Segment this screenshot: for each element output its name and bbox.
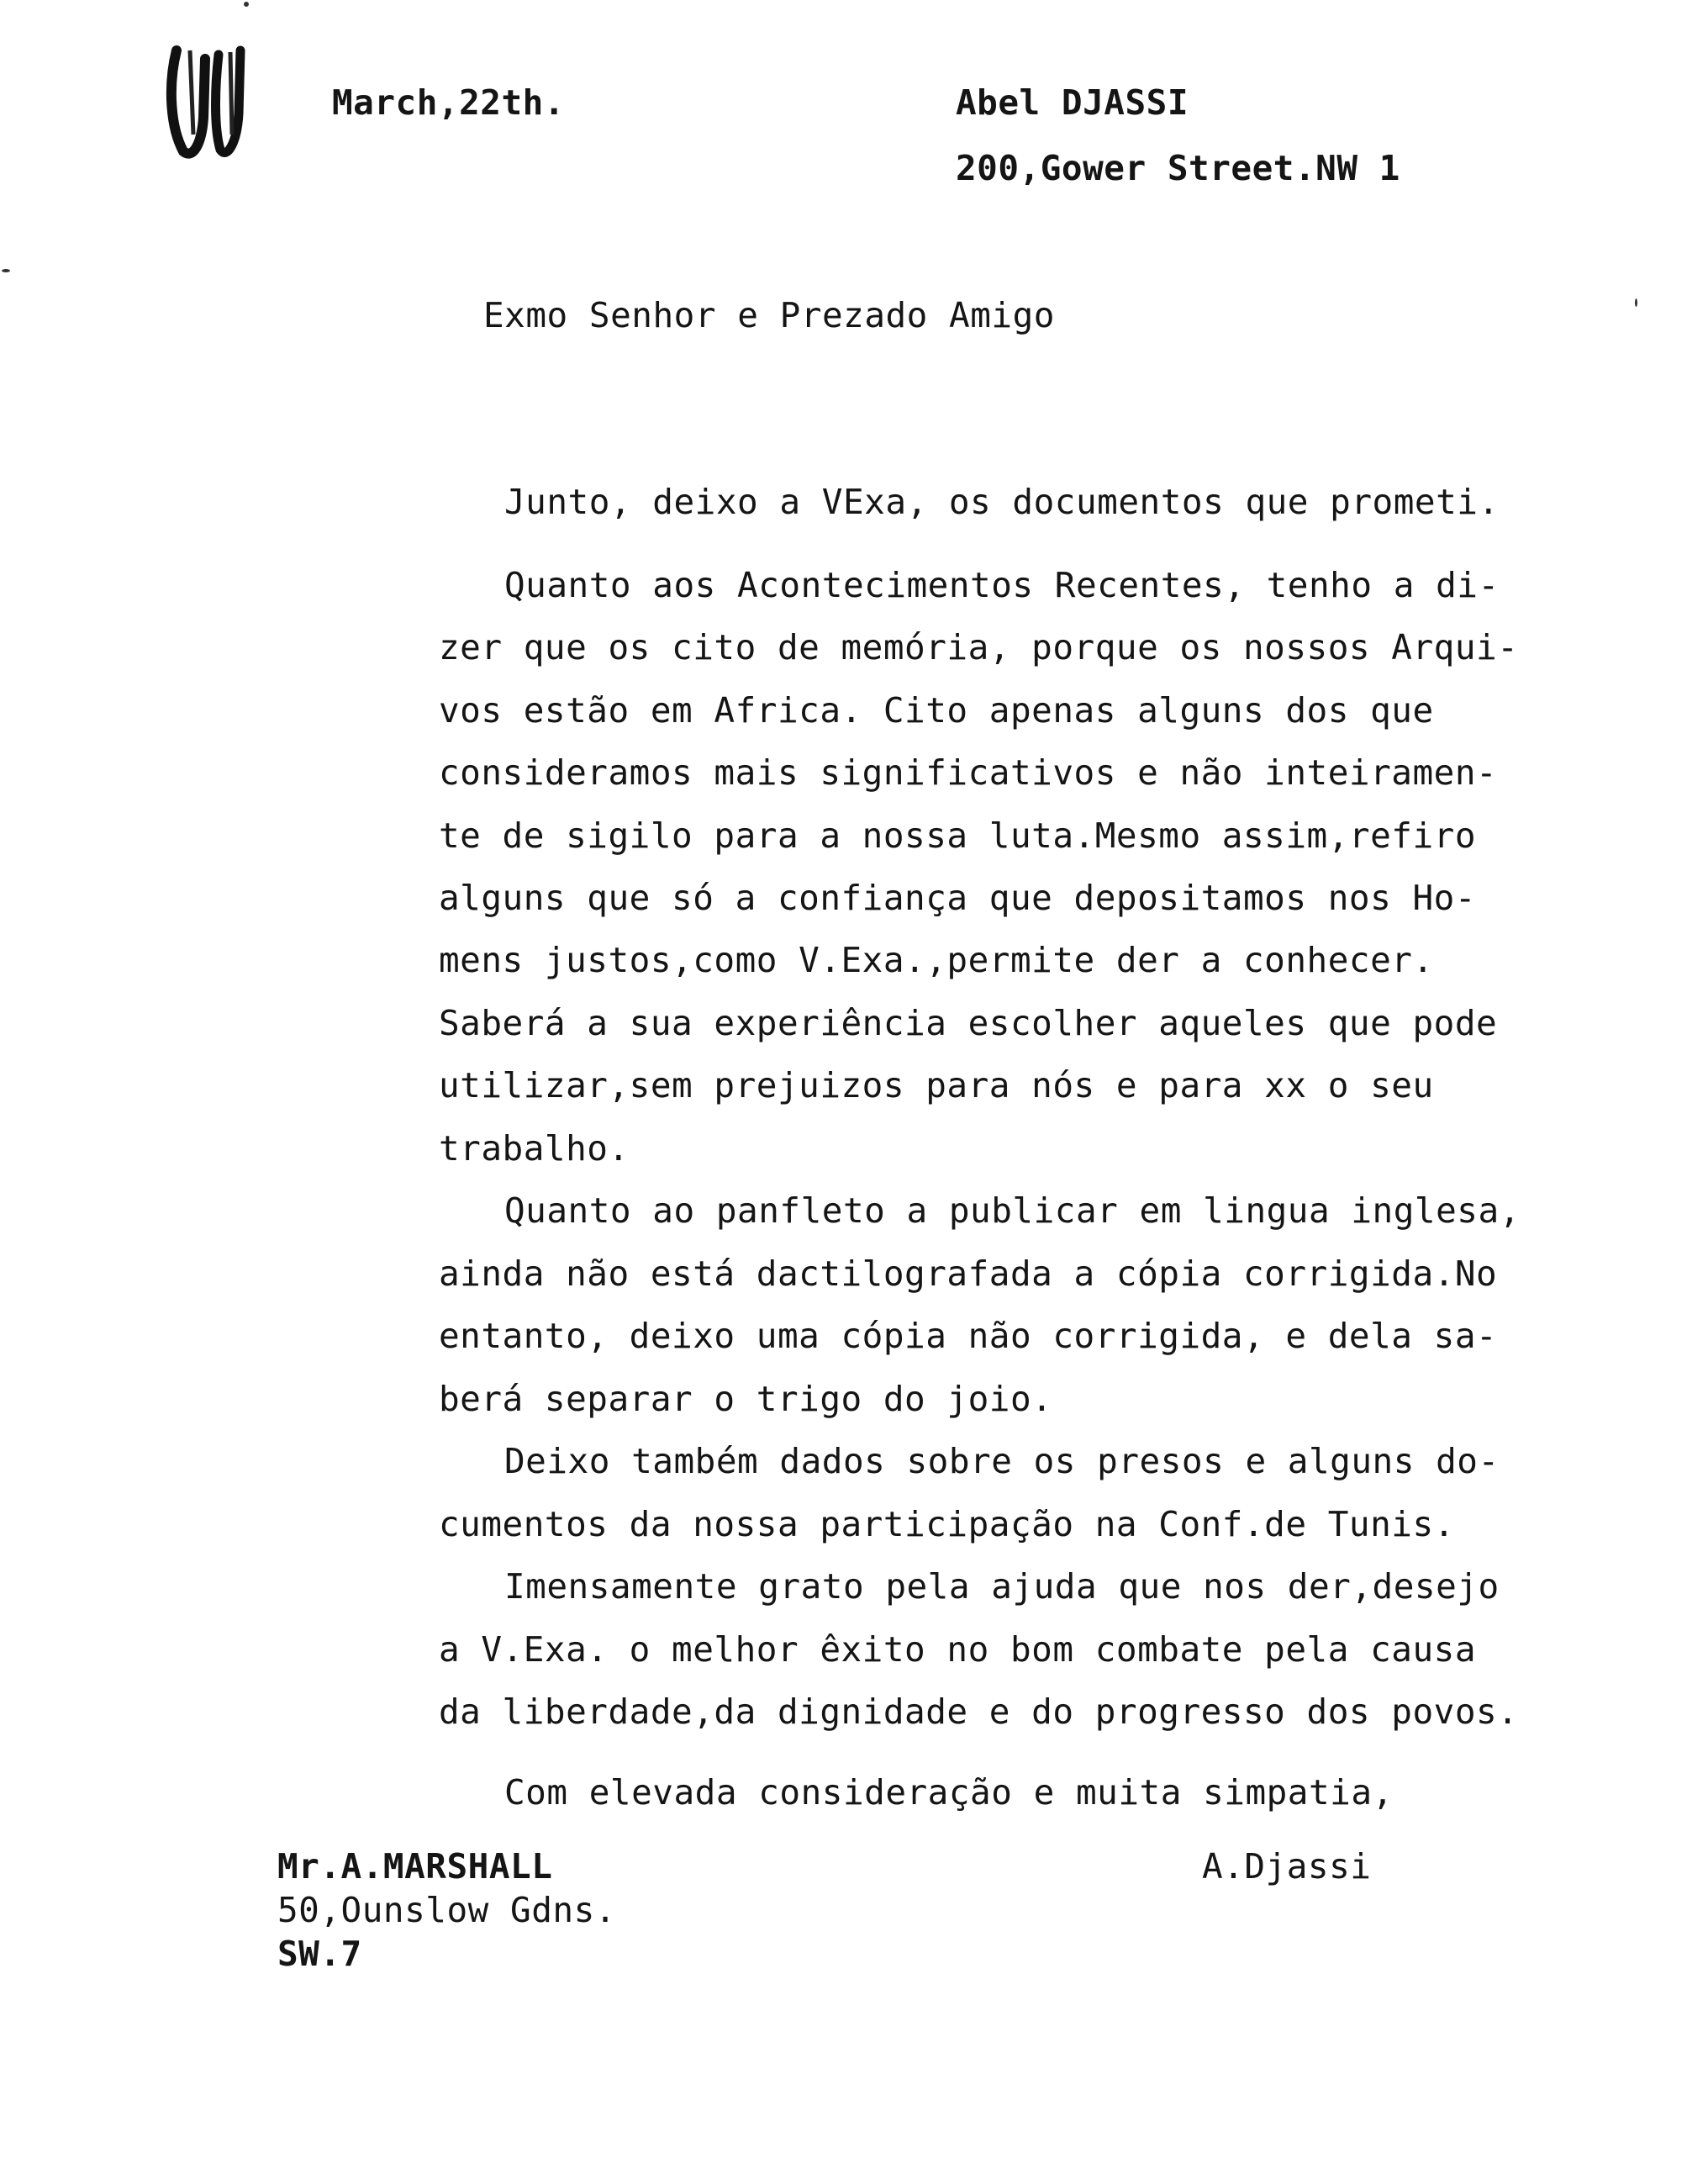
sender-name: Abel DJASSI [956,82,1189,123]
body-line: Deixo também dados sobre os presos e alguns do- [504,1441,1500,1481]
body-line: trabalho. [439,1128,630,1169]
body-line: zer que os cito de memória, porque os nossos Arqui- [439,627,1519,668]
body-line: vos estão em Africa. Cito apenas alguns dos que [439,690,1434,731]
signature: A.Djassi [1202,1846,1372,1887]
scan-speck [244,2,249,7]
body-line: ainda não está dactilografada a cópia corrigida.No [439,1253,1498,1294]
body-line: alguns que só a confiança que depositamos nos Ho- [439,878,1477,918]
body-line: mens justos,como V.Exa.,permite der a conhecer. [439,940,1434,980]
recipient-street: 50,Ounslow Gdns. [277,1890,616,1930]
body-line: a V.Exa. o melhor êxito no bom combate pela causa [439,1629,1477,1670]
body-line: Quanto ao panfleto a publicar em lingua inglesa, [504,1190,1521,1231]
body-line: consideramos mais significativos e não inteiramen- [439,752,1498,793]
scan-speck [2,269,10,272]
salutation: Exmo Senhor e Prezado Amigo [483,295,1055,335]
recipient-postcode: SW.7 [277,1934,362,1974]
closing-line: Com elevada consideração e muita simpatia, [504,1772,1394,1813]
body-line: Saberá a sua experiência escolher aqueles que pode [439,1003,1498,1043]
letter-date: March,22th. [332,82,566,123]
body-line: entanto, deixo uma cópia não corrigida, e dela sa- [439,1316,1498,1356]
body-line: Quanto aos Acontecimentos Recentes, tenho a di- [504,565,1500,605]
handwritten-corner-mark [160,34,252,160]
body-line: Imensamente grato pela ajuda que nos der,desejo [504,1566,1500,1607]
body-line: utilizar,sem prejuizos para nós e para xx o seu [439,1065,1434,1106]
body-line: te de sigilo para a nossa luta.Mesmo assim,refiro [439,815,1477,856]
sender-address: 200,Gower Street.NW 1 [956,148,1400,188]
body-line: da liberdade,da dignidade e do progresso dos povos. [439,1691,1519,1732]
body-line: Junto, deixo a VExa, os documentos que prometi. [504,482,1500,522]
scan-speck [1635,298,1637,307]
body-line: cumentos da nossa participação na Conf.de Tunis. [439,1504,1455,1544]
recipient-name: Mr.A.MARSHALL [277,1846,553,1887]
body-line: berá separar o trigo do joio. [439,1379,1053,1419]
